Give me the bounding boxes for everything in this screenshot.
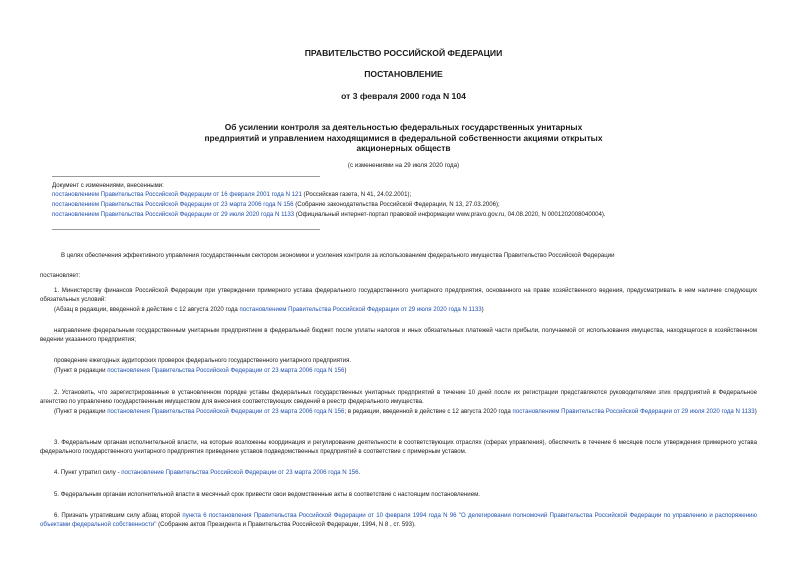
paragraph-2: 2. Установить, что зарегистрированные в установленном порядке уставы федеральных государственных унитарных предприятий в течение 10 дней после их регистрации представляются руководителями этих предприятий в Федеральное агентство по управлению государственным имуществом для внесения соответствующих сведений в реестр федерального имущества. bbox=[40, 389, 757, 405]
note-end: ) bbox=[481, 306, 484, 313]
change-source: (Российская газета, N 41, 24.02.2001); bbox=[301, 191, 412, 198]
note-link[interactable]: постановления Правительства Российской Федерации от 23 марта 2006 года N 156 bbox=[107, 367, 345, 374]
note-text: (Абзац в редакции, введенной в действие с 12 августа 2020 года bbox=[54, 306, 240, 313]
document-type: ПОСТАНОВЛЕНИЕ bbox=[364, 69, 443, 79]
paragraph-3: 3. Федеральным органам исполнительной власти, на которые возложены координация и регулирование деятельности в соответствующих отраслях (сферах управления), обеспечить в течение 6 месяцев после утверждения примерного устава федерального государственного унитарного предприятия приведение уставов подведомственных предприятий в соответствие с примерным уставом. bbox=[40, 439, 757, 455]
change-link[interactable]: постановлением Правительства Российской Федерации от 16 февраля 2001 года N 121 bbox=[52, 191, 302, 198]
decrees-word: постановляет: bbox=[40, 272, 81, 279]
paragraph-1b: проведение ежегодных аудиторских проверок федерального государственного унитарного предприятия. bbox=[54, 357, 352, 364]
paragraph-link[interactable]: пункта 6 постановления Правительства Российской Федерации от 10 февраля 1994 года N 96 "О делегировании полномочий Правительства Российской Федерации по управлению и распоряжению объектами федеральной собственности" bbox=[40, 512, 757, 528]
changes-intro: Документ с изменениями, внесенными: bbox=[52, 182, 164, 189]
note-link[interactable]: постановлением Правительства Российской Федерации от 29 июля 2020 года N 1133 bbox=[239, 306, 482, 313]
paragraph-text: 4. Пункт утратил силу - bbox=[54, 469, 122, 476]
paragraph-1: 1. Министерству финансов Российской Федерации при утверждении примерного устава федерального государственного унитарного предприятия, основанного на праве хозяйственного ведения, предусматривать в нем наличие следующих обязательных условий: bbox=[40, 287, 757, 303]
note-text: (Пункт в редакции bbox=[54, 408, 108, 415]
change-item bbox=[52, 190, 411, 199]
paragraph-6 bbox=[40, 511, 757, 529]
divider-top bbox=[52, 176, 320, 177]
document-title: Об усилении контроля за деятельностью федеральных государственных унитарных предприятий и управлением находящимися в федеральной собственности акциями открытых акционерных обществ bbox=[204, 122, 603, 154]
paragraph-link[interactable]: постановление Правительства Российской Федерации от 23 марта 2006 года N 156 bbox=[121, 469, 359, 476]
document-date-number: от 3 февраля 2000 года N 104 bbox=[341, 91, 466, 101]
note-end: ) bbox=[754, 408, 757, 415]
paragraph-1b-note bbox=[54, 366, 346, 375]
note-text: ; в редакции, введенной в действие с 12 августа 2020 года bbox=[344, 408, 513, 415]
note-end: ) bbox=[344, 367, 347, 374]
paragraph-2-note bbox=[40, 407, 757, 416]
divider-bottom bbox=[52, 229, 320, 230]
edition-note: (с изменениями на 29 июля 2020 года) bbox=[347, 162, 460, 169]
change-item bbox=[52, 200, 500, 209]
change-source: (Собрание законодательства Российской Федерации, N 13, 27.03.2006); bbox=[293, 201, 500, 208]
paragraph-text: 6. Признать утратившим силу абзац второй bbox=[54, 512, 183, 519]
note-link[interactable]: постановления Правительства Российской Федерации от 23 марта 2006 года N 156 bbox=[107, 408, 345, 415]
government-name: ПРАВИТЕЛЬСТВО РОССИЙСКОЙ ФЕДЕРАЦИИ bbox=[304, 48, 503, 58]
change-item bbox=[52, 210, 606, 219]
paragraph-end: (Собрание актов Президента и Правительства Российской Федерации, 1994, N 8 , ст. 593). bbox=[156, 521, 416, 528]
change-source: (Официальный интернет-портал правовой информации www.pravo.gov.ru, 04.08.2020, N 0001202008040004). bbox=[294, 211, 606, 218]
paragraph-1-note bbox=[54, 305, 484, 314]
note-text: (Пункт в редакции bbox=[54, 367, 108, 374]
change-link[interactable]: постановлением Правительства Российской Федерации от 29 июля 2020 года N 1133 bbox=[52, 211, 295, 218]
preamble: В целях обеспечения эффективного управления государственным сектором экономики и усиления контроля за использованием федерального имущества Правительство Российской Федерации bbox=[61, 252, 615, 259]
paragraph-1a: направление федеральным государственным унитарным предприятием в федеральный бюджет после уплаты налогов и иных обязательных платежей части прибыли, получаемой от использования имущества, находящегося в хозяйственном ведении указанного предприятия; bbox=[40, 327, 757, 343]
paragraph-4 bbox=[54, 468, 360, 477]
paragraph-5: 5. Федеральным органам исполнительной власти в месячный срок привести свои ведомственные акты в соответствие с настоящим постановлением. bbox=[54, 491, 480, 498]
note-link[interactable]: постановлением Правительства Российской Федерации от 29 июля 2020 года N 1133 bbox=[512, 408, 755, 415]
paragraph-end: . bbox=[358, 469, 361, 476]
change-link[interactable]: постановлением Правительства Российской Федерации от 23 марта 2006 года N 156 bbox=[52, 201, 294, 208]
